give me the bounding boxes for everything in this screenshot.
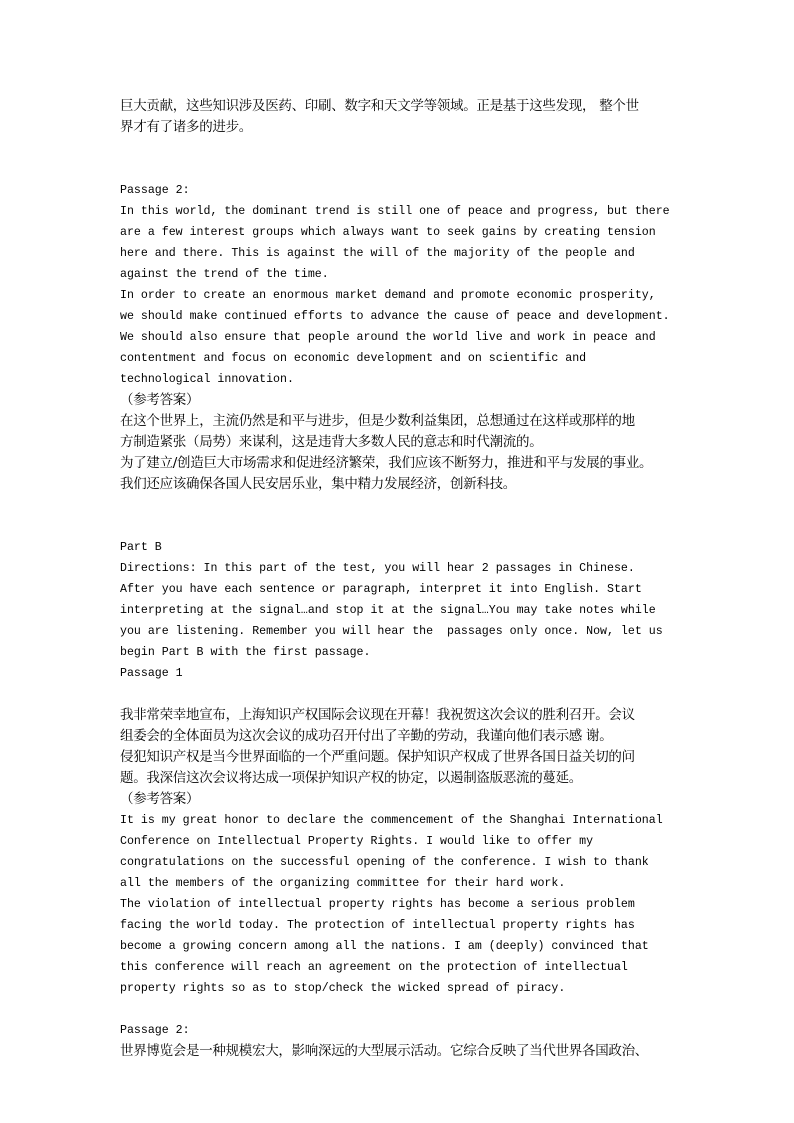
passage-english-text bbox=[120, 201, 690, 390]
text-line: are a few interest groups which always want to seek gains by creating tension bbox=[120, 226, 656, 239]
text-line: this conference will reach an agreement on the protection of intellectual bbox=[120, 961, 628, 974]
passage-heading: Passage 1 bbox=[120, 667, 183, 680]
intro-paragraph bbox=[120, 96, 690, 138]
text-line: 我非常荣幸地宣布，上海知识产权国际会议现在开幕！我祝贺这次会议的胜利召开。会议 bbox=[120, 707, 635, 723]
text-line: facing the world today. The protection of intellectual property rights has bbox=[120, 919, 635, 932]
text-line: 巨大贡献，这些知识涉及医药、印刷、数字和天文学等领域。正是基于这些发现， 整个世 bbox=[120, 98, 639, 114]
text-line: property rights so as to stop/check the wicked spread of piracy. bbox=[120, 982, 566, 995]
text-line: In order to create an enormous market demand and promote economic prosperity, bbox=[120, 289, 656, 302]
spacer bbox=[120, 159, 690, 180]
text-line: here and there. This is against the will of the majority of the people and bbox=[120, 247, 635, 260]
spacer bbox=[120, 999, 690, 1020]
part-a-passage-2 bbox=[120, 180, 690, 495]
answer-label: （参考答案） bbox=[120, 791, 200, 807]
text-line: begin Part B with the first passage. bbox=[120, 646, 371, 659]
text-line: Directions: In this part of the test, you will hear 2 passages in Chinese. bbox=[120, 562, 635, 575]
spacer bbox=[120, 495, 690, 516]
spacer bbox=[120, 138, 690, 159]
section-heading: Part B bbox=[120, 541, 162, 554]
text-line: 为了建立/创造巨大市场需求和促进经济繁荣，我们应该不断努力，推进和平与发展的事业。 bbox=[120, 455, 653, 471]
text-line: against the trend of the time. bbox=[120, 268, 329, 281]
part-b-passage-2 bbox=[120, 1020, 690, 1062]
text-line: become a growing concern among all the nations. I am (deeply) convinced that bbox=[120, 940, 649, 953]
text-line: 侵犯知识产权是当今世界面临的一个严重问题。保护知识产权成了世界各国日益关切的问 bbox=[120, 749, 635, 765]
spacer bbox=[120, 684, 690, 705]
answer-english-text bbox=[120, 810, 690, 999]
passage-heading: Passage 2: bbox=[120, 1024, 190, 1037]
text-line: 我们还应该确保各国人民安居乐业，集中精力发展经济，创新科技。 bbox=[120, 476, 516, 492]
text-line: 在这个世界上，主流仍然是和平与进步，但是少数利益集团，总想通过在这样或那样的地 bbox=[120, 413, 635, 429]
text-line: you are listening. Remember you will hear the passages only once. Now, let us bbox=[120, 625, 663, 638]
text-line: In this world, the dominant trend is still one of peace and progress, but there bbox=[120, 205, 670, 218]
passage-heading: Passage 2: bbox=[120, 184, 190, 197]
passage-chinese-text bbox=[120, 705, 690, 789]
text-line: 方制造紧张（局势）来谋利，这是违背大多数人民的意志和时代潮流的。 bbox=[120, 434, 543, 450]
text-line: 界才有了诸多的进步。 bbox=[120, 119, 252, 135]
text-line: The violation of intellectual property rights has become a serious problem bbox=[120, 898, 635, 911]
text-line: interpreting at the signal…and stop it at the signal…You may take notes while bbox=[120, 604, 656, 617]
answer-chinese-text bbox=[120, 411, 690, 495]
text-line: we should make continued efforts to advance the cause of peace and development. bbox=[120, 310, 670, 323]
text-line: 组委会的全体面员为这次会议的成功召开付出了辛勤的劳动，我谨向他们表示感 谢。 bbox=[120, 728, 613, 744]
text-line: congratulations on the successful opening of the conference. I wish to thank bbox=[120, 856, 649, 869]
text-line: It is my great honor to declare the commencement of the Shanghai International bbox=[120, 814, 663, 827]
directions-text bbox=[120, 558, 690, 663]
text-line: 题。我深信这次会议将达成一项保护知识产权的协定，以遏制盗版恶流的蔓延。 bbox=[120, 770, 582, 786]
text-line: all the members of the organizing committee for their hard work. bbox=[120, 877, 566, 890]
part-b-passage-1 bbox=[120, 663, 690, 999]
text-line: contentment and focus on economic development and on scientific and bbox=[120, 352, 587, 365]
text-line: 世界博览会是一种规模宏大，影响深远的大型展示活动。它综合反映了当代世界各国政治、 bbox=[120, 1043, 648, 1059]
part-b bbox=[120, 537, 690, 1062]
text-line: Conference on Intellectual Property Rights. I would like to offer my bbox=[120, 835, 594, 848]
spacer bbox=[120, 516, 690, 537]
document-page bbox=[120, 96, 690, 1062]
text-line: After you have each sentence or paragraph, interpret it into English. Start bbox=[120, 583, 642, 596]
text-line: We should also ensure that people around the world live and work in peace and bbox=[120, 331, 656, 344]
text-line: technological innovation. bbox=[120, 373, 294, 386]
answer-label: （参考答案） bbox=[120, 392, 200, 408]
